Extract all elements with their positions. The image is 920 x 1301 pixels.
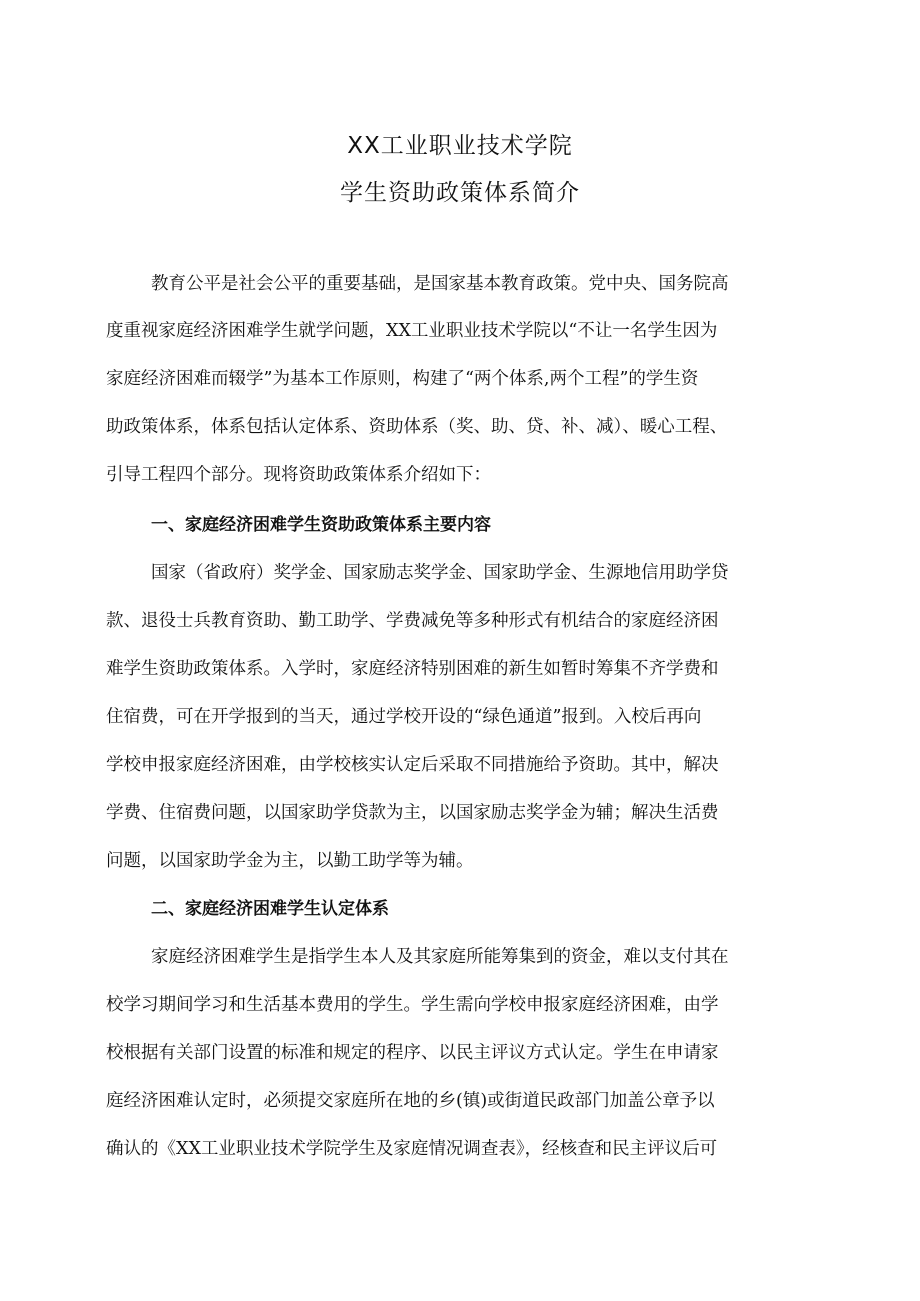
paragraph-line: 庭经济困难认定时，必须提交家庭所在地的乡(镇)或街道民政部门加盖公章予以 bbox=[106, 1091, 715, 1111]
paragraph-line: 助政策体系，体系包括认定体系、资助体系（奖、助、贷、补、减）、暖心工程、 bbox=[106, 417, 728, 437]
paragraph-line: 校根据有关部门设置的标准和规定的程序、以民主评议方式认定。学生在申请家 bbox=[106, 1043, 719, 1063]
section-heading-1: 一、家庭经济困难学生资助政策体系主要内容 bbox=[151, 515, 491, 535]
section-heading-2: 二、家庭经济困难学生认定体系 bbox=[151, 899, 389, 919]
paragraph-line: 确认的《XX工业职业技术学院学生及家庭情况调查表》，经核查和民主评议后可 bbox=[106, 1139, 718, 1159]
paragraph-line: 学费、住宿费问题，以国家助学贷款为主，以国家励志奖学金为辅；解决生活费 bbox=[106, 803, 719, 823]
paragraph-line: 教育公平是社会公平的重要基础，是国家基本教育政策。党中央、国务院高 bbox=[151, 274, 729, 294]
paragraph-line: 住宿费，可在开学报到的当天，通过学校开设的“绿色通道”报到。入校后再向 bbox=[106, 707, 702, 727]
paragraph-line: 校学习期间学习和生活基本费用的学生。学生需向学校申报家庭经济困难，由学 bbox=[106, 995, 719, 1015]
paragraph-line: 款、退役士兵教育资助、勤工助学、学费减免等多种形式有机结合的家庭经济困 bbox=[106, 611, 719, 631]
paragraph-line: 家庭经济困难而辍学”为基本工作原则，构建了“两个体系,两个工程”的学生资 bbox=[106, 369, 699, 389]
paragraph-line: 家庭经济困难学生是指学生本人及其家庭所能筹集到的资金，难以支付其在 bbox=[151, 947, 729, 967]
paragraph-line: 度重视家庭经济困难学生就学问题，XX工业职业技术学院以“不让一名学生因为 bbox=[106, 321, 718, 341]
document-title-subject: 学生资助政策体系简介 bbox=[340, 180, 580, 206]
document-title-school: XX工业职业技术学院 bbox=[347, 133, 573, 159]
paragraph-line: 难学生资助政策体系。入学时，家庭经济特别困难的新生如暂时筹集不齐学费和 bbox=[106, 659, 719, 679]
paragraph-line: 问题，以国家助学金为主，以勤工助学等为辅。 bbox=[106, 851, 474, 871]
paragraph-line: 引导工程四个部分。现将资助政策体系介绍如下： bbox=[106, 465, 491, 485]
paragraph-line: 学校申报家庭经济困难，由学校核实认定后采取不同措施给予资助。其中，解决 bbox=[106, 755, 719, 775]
paragraph-line: 国家（省政府）奖学金、国家励志奖学金、国家助学金、生源地信用助学贷 bbox=[151, 563, 729, 583]
